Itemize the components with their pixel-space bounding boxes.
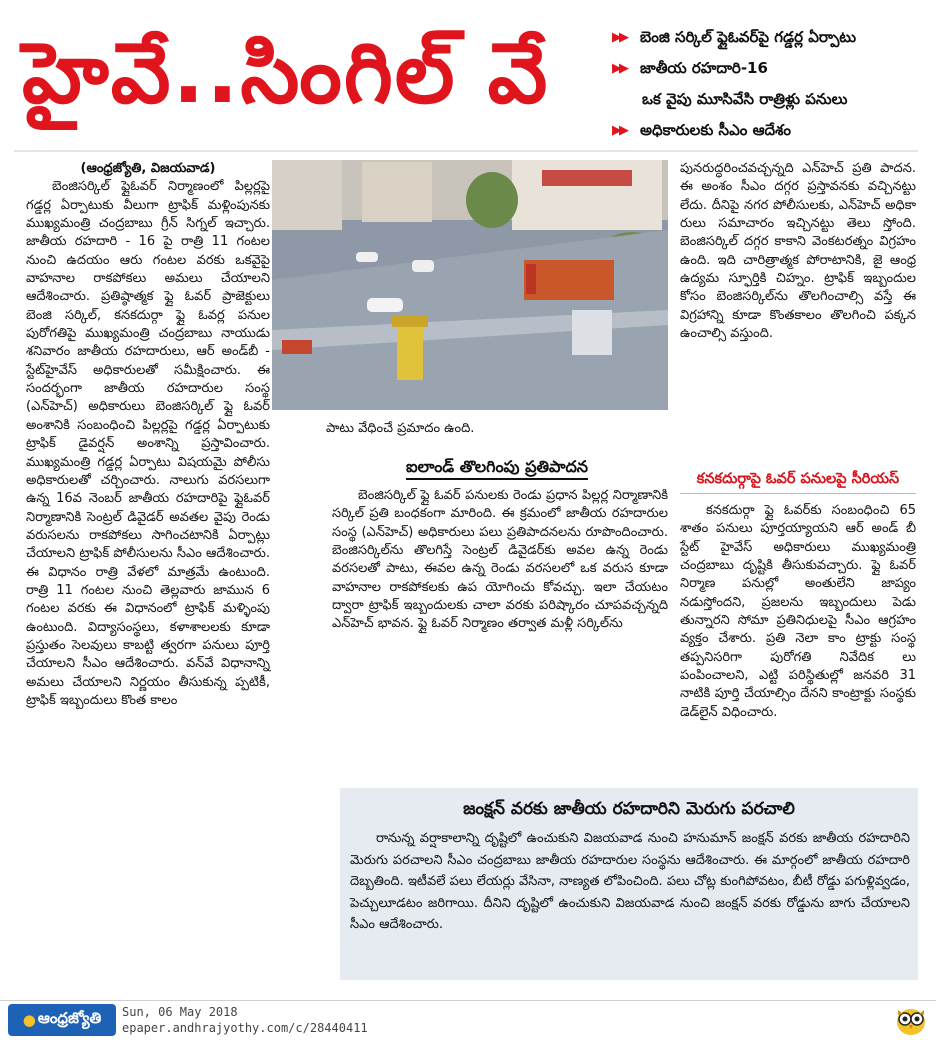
highlight-text: బెంజి సర్కిల్‌ ఫ్లైఓవర్‌పై గడ్డర్ల ఏర్పాటు [640,28,857,46]
highlights-list [612,22,928,146]
article-paragraph: బెంజిసర్కిల్‌ ఫ్లై ఓవర్‌ పనులకు రెండు ప్రధాన పిల్లర్ల నిర్మాణానికి సర్కిల్‌ ప్రతి బంధకంగా మారింది. ఈ క్రమంలో జాతీయ రహదారుల సంస్థ (ఎన్‌హెచ్‌) అధికారులు పలు ప్రతిపాదనలను రూపొందించారు. బెంజిసర్కిల్‌ను తొలగిస్తే సెంట్రల్‌ డివైడర్‌కు అవల ఉన్న రెండు వరసలతో పాటు, ఈవల ఉన్న రెండు వరసలలో ఒక వరుస కూడా వాహనాల రాకపోకలకు ఉప యోగించు కోవచ్చు. ఇలా చేయటం ద్వారా ట్రాఫిక్‌ ఇబ్బందులకు చాలా వరకు పరిష్కారం చూపవచ్చన్నది ఎన్‌హెచ్‌ భావన. ఫ్లై ఓవర్‌ నిర్మాణం తర్వాత మళ్లీ సర్కిల్‌ను [332,488,668,632]
article-column-3 [680,502,916,722]
sidebar-box [340,788,918,980]
publish-date: Sun, 06 May 2018 [122,1005,238,1019]
highlight-item [612,22,928,53]
article-column-2 [332,487,668,634]
box-body [350,828,910,936]
article-paragraph: పాటు వేధించే ప్రమాదం ఉంది. [326,421,475,436]
headline-divider [14,150,918,152]
publication-logo[interactable] [8,1004,116,1036]
footer-info [122,1004,368,1036]
owl-icon [894,1004,928,1036]
subheading-divider [680,493,916,494]
double-arrow-icon: ▶▶ [612,61,626,76]
epaper-link[interactable]: epaper.andhrajyothy.com/c/28440411 [122,1021,368,1035]
subheading-text: ఐలాండ్‌ తొలగింపు ప్రతిపాదన [406,457,588,480]
article-column-3-top [680,160,916,343]
double-arrow-icon: ▶▶ [612,123,626,138]
article-photo [272,160,668,410]
article-column-2-top [326,420,668,438]
article-paragraph: పునరుద్ధరించవచ్చన్నది ఎన్‌హెచ్‌ ప్రతి పాదన. ఈ అంశం సీఎం దగ్గర ప్రస్తావనకు వచ్చినట్టు లేదు. దీనిపై నగర పోలీసులకు, ఎన్‌హెచ్‌ అధికా రులు సమాచారం ఇచ్చినట్టు తెలు స్తోంది. బెంజిసర్కిల్‌ దగ్గర కాకాని వెంకటరత్నం విగ్రహం ఉంది. ఇది చారిత్రాత్మక పోరాటానికి, జై ఆంధ్ర ఉద్యమ స్ఫూర్తికి చిహ్నం. ట్రాఫిక్‌ ఇబ్బందుల కోసం బెంజిసర్కిల్‌ను తొలగించాల్సి వస్తే ఈ విగ్రహాన్ని కూడా కొంతకాలం తొలగించి పక్కన ఉంచాల్సి వస్తుంది. [680,161,916,342]
footer-divider [0,1000,936,1001]
highlight-text: అధికారులకు సీఎం ఆదేశం [640,121,791,139]
article-column-1 [26,160,270,710]
road-junction-photo-icon [272,160,668,410]
article-paragraph: కనకదుర్గా ఫ్లై ఓవర్‌కు సంబంధించి 65 శాతం పనులు పూర్తయ్యాయని ఆర్‌ అండ్‌ బీ స్టేట్‌ హైవేస్‌ అధికారులు ముఖ్యమంత్రి చంద్రబాబు దృష్టికి తీసుకువచ్చారు. ఫ్లై ఓవర్‌ నిర్మాణ పనుల్లో అంతులేని జాప్యం నడుస్తోందని, ప్రజలను ఇబ్బందులు పెడు తున్నారని సోమా ప్రతినిధులపై సీఎం ఆగ్రహం వ్యక్తం చేశారు. ప్రతి నెలా కాం ట్రాక్టు సంస్థ తప్పనిసరిగా పురోగతి నివేదిక లు పంపించాలని, ఎట్టి పరిస్థితుల్లో జనవరి 31 నాటికి పూర్తి చేయాల్సిం దేనని కాంట్రాక్టు సంస్థకు డెడ్‌లైన్‌ విధించారు. [680,503,916,720]
highlight-text: ఒక వైపు మూసివేసి రాత్రిళ్లు పనులు [642,90,848,108]
headline: హైవే..సింగిల్‌ వే [22,24,550,122]
box-heading: జంక్షన్‌ వరకు జాతీయ రహదారిని మెరుగు పరచాలి [463,799,795,819]
box-paragraph: రానున్న వర్షాకాలాన్ని దృష్టిలో ఉంచుకుని విజయవాడ నుంచి హనుమాన్‌ జంక్షన్‌ వరకు జాతీయ రహదారిని మెరుగు పరచాలని సీఎం చంద్రబాబు జాతీయ రహదారుల సంస్థను ఆదేశించారు. ఈ మార్గంలో జాతీయ రహదారి దెబ్బతింది. ఇటీవలే పలు లేయర్లు వేసినా, నాణ్యత లోపించింది. పలు చోట్ల కుంగిపోవటం, బీటీ రోడ్డు పగుళ్లివ్వడం, పెచ్చులూడటం జరిగాయి. దీనిని దృష్టిలో ఉంచుకుని విజయవాడ నుంచి జంక్షన్‌ వరకు రోడ్డును బాగు చేయాలని సీఎం ఆదేశించారు. [350,831,910,932]
subheading-kanakadurga: కనకదుర్గాపై ఓవర్‌ పనులపై సీరియస్‌ [696,471,900,487]
double-arrow-icon: ▶▶ [612,30,626,45]
highlight-text: జాతీయ రహదారి-16 [640,59,768,77]
logo-mark-icon: ● [22,1011,36,1029]
highlight-item [612,115,928,146]
highlight-item [612,53,928,84]
byline: (ఆంధ్రజ్యోతి, విజయవాడ) [80,161,216,176]
subheading-island-removal [326,450,668,484]
article-paragraph: బెంజిసర్కిల్‌ ఫ్లైఓవర్‌ నిర్మాణంలో పిల్లర్లపై గడ్డర్ల ఏర్పాటుకు వీలుగా ట్రాఫిక్‌ మళ్లింపునకు ముఖ్యమంత్రి చంద్రబాబు గ్రీన్‌ సిగ్నల్‌ ఇచ్చారు. జాతీయ రహదారి - 16 పై రాత్రి 11 గంటల నుంచి ఉదయం ఆరు గంటల వరకు ఒకవైపై వాహనాల రాకపోకలు అమలు చేయాలని ఆదేశించారు. ప్రతిష్ఠాత్మక ఫ్లై ఓవర్‌ ప్రాజెక్టులు బెంజి సర్కిల్‌, కనకదుర్గా ఫ్లై ఓవర్ల పనుల పురోగతిపై ముఖ్యమంత్రి చంద్రబాబు నాయుడు శనివారం జాతీయ రహదారులు, ఆర్‌ అండ్‌బీ - స్టేట్‌హైవేస్‌ అధికారులతో సమీక్షించారు. ఈ సందర్భంగా జాతీయ రహదారుల సంస్థ (ఎన్‌హెచ్‌) అధికారులు బెంజిసర్కిల్‌ ఫ్లై ఓవర్‌ అంశానికి సంబంధించి పిల్లర్లపై గడ్డర్ల ఏర్పాటుకు ట్రాఫిక్‌ డైవర్షన్‌ అంశాన్ని ప్రస్తావించారు. ముఖ్యమంత్రి గడ్డర్ల ఏర్పాటు విషయమై పోలీసు అధికారులతో చర్చించారు. నాలుగు వరసలుగా ఉన్న 16వ నెంబర్‌ జాతీయ రహదారిపై ఫ్లైఓవర్‌ నిర్మాణానికి సెంట్రల్‌ డివైడర్‌ అవతల వైపు రెండు వరుసలను రాకపోకలు సాగించటానికి ఏర్పాట్లు చేయాలని ట్రాఫిక్‌ పోలీసులను సీఎం ఆదేశించారు. ఈ విధానం రాత్రి వేళలో మాత్రమే ఉంటుంది. రాత్రి 11 గంటల నుంచి తెల్లవారు జామున 6 గంటల వరకు ఈ విధానంలో ట్రాఫిక్‌ మళ్ళింపు ఉంటుంది. విద్యాసంస్థలు, కళాశాలలకు కూడా ప్రస్తుతం సెలవులు కాబట్టి త్వరగా పనులు పూర్తి చేయాలని సీఎం ఆదేశించారు. వన్‌వే విధానాన్ని అమలు చేయాలని నిర్ణయం తీసుకున్న ప్పటికీ, ట్రాఫిక్‌ ఇబ్బందులు కొంత కాలం [26,179,270,708]
highlight-item [612,84,928,115]
logo-text: ఆంధ్రజ్యోతి [37,1009,102,1027]
